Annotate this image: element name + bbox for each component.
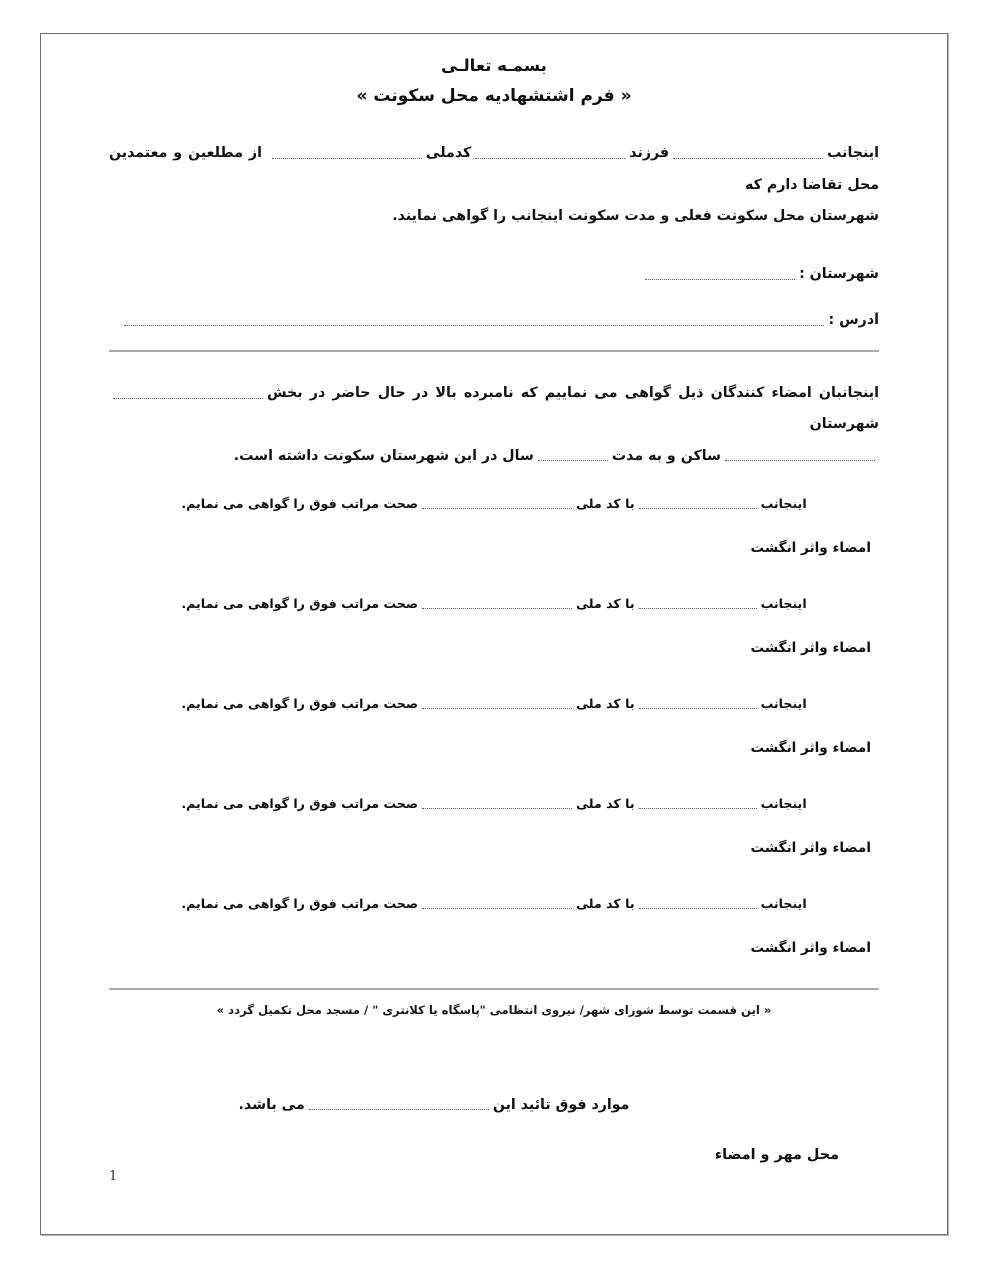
declaration-paragraph	[109, 378, 879, 472]
page-number-value: 1	[109, 1169, 118, 1184]
witness-name-label: اینجانب	[760, 495, 807, 511]
witness-code-blank[interactable]	[422, 699, 572, 709]
witness-signature-label[interactable]: امضاء واثر انگشت	[750, 839, 871, 856]
witness-name-label: اینجانب	[760, 795, 807, 811]
witness-code-label: با کد ملی	[576, 695, 635, 711]
witness-signature-label[interactable]: امضاء واثر انگشت	[750, 739, 871, 756]
declaration-text-1: اینجانبان امضاء کنندگان ذیل گواهی می نماییم که نامبرده بالا در حال حاضر در بخش	[267, 385, 879, 402]
intro-request-text: از مطلعین و معتمدین محل تقاضا دارم که	[109, 145, 879, 193]
declaration-text-2: شهرستان	[809, 416, 879, 433]
section-divider-top	[109, 350, 879, 352]
witness-code-blank[interactable]	[422, 799, 572, 809]
city-field-row	[109, 266, 879, 282]
address-label: آدرس :	[828, 312, 879, 329]
witness-code-blank[interactable]	[422, 499, 572, 509]
intro-nationalcode-label: کدملی	[425, 145, 472, 162]
witness-block	[109, 578, 879, 678]
basmalah-text: بسمـه تعالـی	[441, 56, 547, 75]
witness-signature-label[interactable]: امضاء واثر انگشت	[750, 639, 871, 656]
witness-code-blank[interactable]	[422, 899, 572, 909]
witness-name-label: اینجانب	[760, 595, 807, 611]
page-title: « فرم اشتشهادیه محل سکونت »	[356, 86, 632, 107]
national-code-blank[interactable]	[272, 148, 422, 159]
witness-name-blank[interactable]	[639, 899, 757, 909]
city-input-blank[interactable]	[645, 268, 795, 279]
witness-code-label: با کد ملی	[576, 495, 635, 511]
witness-block	[109, 778, 879, 878]
intro-paragraph	[109, 138, 879, 232]
confirm-text-1: موارد فوق تائید این	[492, 1096, 630, 1113]
declaration-text-4: سال در این شهرستان سکونت داشته است.	[233, 447, 534, 464]
witness-name-blank[interactable]	[639, 499, 757, 509]
intro-second-line: شهرستان محل سکونت فعلی و مدت سکونت اینجانب را گواهی نمایند.	[392, 207, 879, 224]
witness-statement	[109, 678, 879, 711]
witness-name-blank[interactable]	[639, 599, 757, 609]
witness-name-label: اینجانب	[760, 895, 807, 911]
stamp-and-signature-label[interactable]: محل مهر و امضاء	[714, 1146, 839, 1163]
intro-father-label: فرزند	[629, 145, 670, 162]
official-section-note: « این قسمت توسط شورای شهر/ نیروی انتظامی "پاسگاه یا کلانتری " / مسجد محل تکمیل گردد »	[216, 1002, 772, 1017]
intro-applicant-label: اینجانب	[827, 145, 879, 162]
address-field-row	[109, 312, 879, 328]
witness-block	[109, 878, 879, 978]
witness-block	[109, 678, 879, 778]
witness-block	[109, 478, 879, 578]
witness-confirm-text: صحت مراتب فوق را گواهی می نمایم.	[181, 495, 419, 511]
applicant-name-blank[interactable]	[673, 148, 823, 159]
district-blank[interactable]	[113, 387, 263, 398]
witness-confirm-text: صحت مراتب فوق را گواهی می نمایم.	[181, 695, 419, 711]
declaration-second-line	[109, 441, 879, 472]
witness-confirm-text: صحت مراتب فوق را گواهی می نمایم.	[181, 595, 419, 611]
address-input-blank[interactable]	[124, 314, 824, 325]
witness-code-blank[interactable]	[422, 599, 572, 609]
city-label: شهرستان :	[799, 266, 879, 283]
witness-name-label: اینجانب	[760, 695, 807, 711]
years-blank[interactable]	[538, 450, 608, 461]
page-content	[41, 34, 947, 1234]
page-number	[41, 1169, 947, 1184]
declaration-text-3: ساکن و به مدت	[611, 447, 721, 464]
witness-statement	[109, 778, 879, 811]
father-name-blank[interactable]	[475, 148, 625, 159]
official-confirmation-line	[109, 1097, 879, 1113]
confirm-text-2: می باشد.	[238, 1096, 305, 1113]
witness-name-blank[interactable]	[639, 699, 757, 709]
confirm-authority-blank[interactable]	[309, 1099, 489, 1110]
witness-confirm-text: صحت مراتب فوق را گواهی می نمایم.	[181, 895, 419, 911]
witness-code-label: با کد ملی	[576, 595, 635, 611]
declaration-city-blank[interactable]	[725, 450, 875, 461]
witness-statement	[109, 878, 879, 911]
witness-list	[109, 478, 879, 978]
document-header	[109, 34, 879, 112]
section-divider-bottom	[109, 988, 879, 990]
witness-confirm-text: صحت مراتب فوق را گواهی می نمایم.	[181, 795, 419, 811]
witness-statement	[109, 478, 879, 511]
witness-signature-label[interactable]: امضاء واثر انگشت	[750, 539, 871, 556]
witness-name-blank[interactable]	[639, 799, 757, 809]
witness-code-label: با کد ملی	[576, 795, 635, 811]
witness-signature-label[interactable]: امضاء واثر انگشت	[750, 939, 871, 956]
witness-statement	[109, 578, 879, 611]
witness-code-label: با کد ملی	[576, 895, 635, 911]
document-page	[40, 33, 948, 1235]
